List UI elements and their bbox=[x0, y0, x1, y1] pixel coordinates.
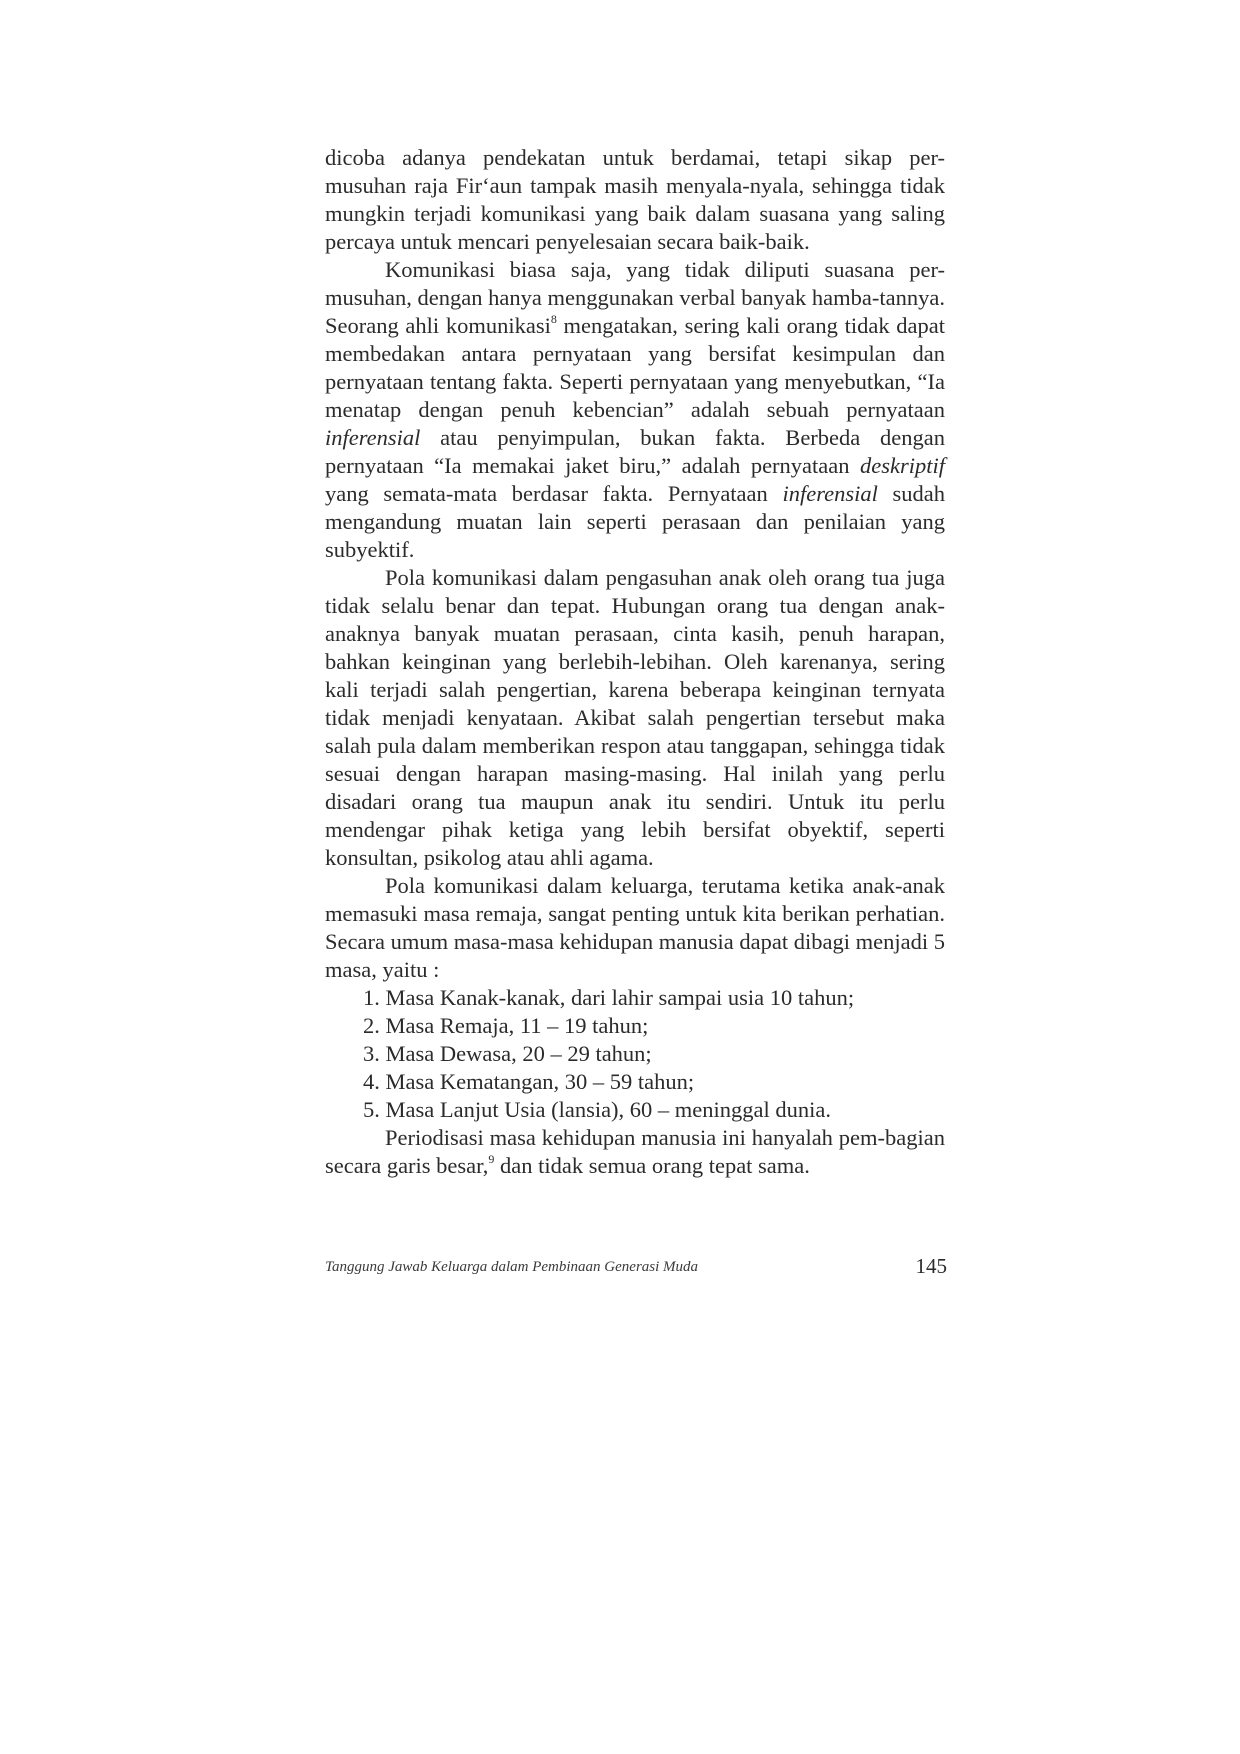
list-item: 2. Masa Remaja, 11 – 19 tahun; bbox=[363, 1013, 649, 1038]
paragraph-2 bbox=[325, 256, 945, 564]
body-text bbox=[325, 144, 945, 1180]
list-item: 1. Masa Kanak-kanak, dari lahir sampai usia 10 tahun; bbox=[363, 985, 855, 1010]
paragraph-4: Pola komunikasi dalam keluarga, terutama ketika anak-anak memasuki masa remaja, sangat penting untuk kita berikan perhatian. Secara umum masa-masa kehidupan manusia dapat dibagi menjadi 5 masa, yaitu : bbox=[325, 873, 945, 982]
paragraph-2-part-4: yang semata-mata berdasar fakta. Pernyataan bbox=[325, 481, 783, 506]
paragraph-5-part-2: dan tidak semua orang tepat sama. bbox=[494, 1153, 810, 1178]
italic-term-deskriptif: deskriptif bbox=[860, 453, 945, 478]
italic-term-inferensial-2: inferensial bbox=[782, 481, 878, 506]
paragraph-2-part-5: sudah mengandung muatan lain seperti perasaan dan penilaian yang subyektif. bbox=[325, 481, 946, 562]
list-item: 3. Masa Dewasa, 20 – 29 tahun; bbox=[363, 1041, 652, 1066]
paragraph-2-part-2: mengatakan, sering kali orang tidak dapat membedakan antara pernyataan yang bersifat kesimpulan dan pernyataan tentang fakta. Seperti pernyataan yang menyebutkan, “Ia menatap dengan penuh kebencian” adalah sebuah pernyataan bbox=[325, 313, 945, 422]
list-item: 5. Masa Lanjut Usia (lansia), 60 – meninggal dunia. bbox=[363, 1097, 832, 1122]
paragraph-5 bbox=[325, 1124, 945, 1180]
paragraph-1: dicoba adanya pendekatan untuk berdamai, tetapi sikap per-musuhan raja Fir‘aun tampak masih menyala-nyala, sehingga tidak mungkin terjadi komunikasi yang baik dalam suasana yang saling percaya untuk mencari penyelesaian secara baik-baik. bbox=[325, 145, 945, 254]
list-item: 4. Masa Kematangan, 30 – 59 tahun; bbox=[363, 1069, 695, 1094]
italic-term-inferensial: inferensial bbox=[325, 425, 421, 450]
paragraph-2-part-1: Komunikasi biasa saja, yang tidak diliputi suasana per-musuhan, dengan hanya menggunakan verbal banyak hamba-tannya. Seorang ahli komunikasi bbox=[325, 257, 945, 338]
paragraph-3: Pola komunikasi dalam pengasuhan anak oleh orang tua juga tidak selalu benar dan tepat. Hubungan orang tua dengan anak-anaknya banyak muatan perasaan, cinta kasih, penuh harapan, bahkan keinginan yang berlebih-lebihan. Oleh karenanya, sering kali terjadi salah pengertian, karena beberapa keinginan ternyata tidak menjadi kenyataan. Akibat salah pengertian tersebut maka salah pula dalam memberikan respon atau tanggapan, sehingga tidak sesuai dengan harapan masing-masing. Hal inilah yang perlu disadari orang tua maupun anak itu sendiri. Untuk itu perlu mendengar pihak ketiga yang lebih bersifat obyektif, seperti konsultan, psikolog atau ahli agama. bbox=[325, 565, 945, 870]
running-footer-title: Tanggung Jawab Keluarga dalam Pembinaan Generasi Muda bbox=[325, 1259, 699, 1275]
paragraph-2-part-3: atau penyimpulan, bukan fakta. Berbeda dengan pernyataan “Ia memakai jaket biru,” adalah pernyataan bbox=[325, 425, 945, 478]
footnote-marker-9: 9 bbox=[488, 1151, 495, 1166]
footnote-marker-8: 8 bbox=[550, 311, 557, 326]
page-number: 145 bbox=[915, 1254, 947, 1278]
paragraph-5-part-1: Periodisasi masa kehidupan manusia ini hanyalah pem-bagian secara garis besar, bbox=[325, 1125, 945, 1178]
